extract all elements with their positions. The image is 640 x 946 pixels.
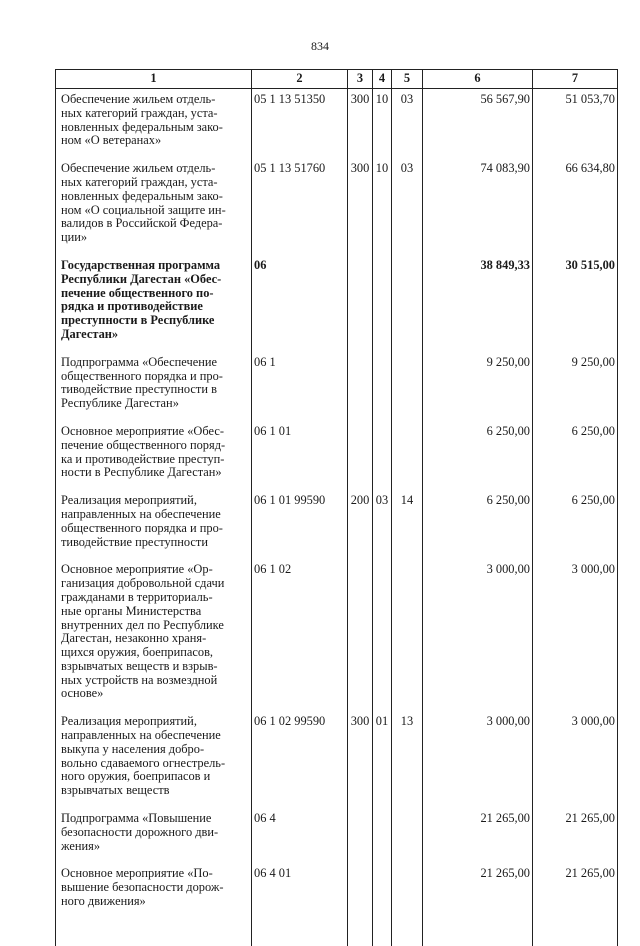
subsection-cell: 13 xyxy=(392,711,423,808)
row-name-cell: Основное мероприятие «По- вышение безопасности дорож- ного движения» xyxy=(56,863,252,918)
amount-year2-cell: 21 265,00 xyxy=(533,808,618,863)
empty-cell xyxy=(392,919,423,946)
expense-type-cell: 300 xyxy=(348,158,373,255)
amount-year2-cell: 6 250,00 xyxy=(533,490,618,559)
subsection-cell xyxy=(392,255,423,352)
subsection-cell: 14 xyxy=(392,490,423,559)
target-code-cell: 05 1 13 51760 xyxy=(252,158,348,255)
target-code-cell: 06 xyxy=(252,255,348,352)
target-code-cell: 06 1 02 99590 xyxy=(252,711,348,808)
table-row xyxy=(56,421,618,490)
expense-type-cell: 300 xyxy=(348,711,373,808)
table-row xyxy=(56,89,618,159)
amount-year1-cell: 74 083,90 xyxy=(423,158,533,255)
subsection-cell: 03 xyxy=(392,89,423,159)
page-number: 834 xyxy=(311,39,329,53)
amount-year1-cell: 6 250,00 xyxy=(423,490,533,559)
section-cell xyxy=(373,255,392,352)
table-row xyxy=(56,711,618,808)
row-name-cell: Основное мероприятие «Ор- ганизация добровольной сдачи гражданами в территориаль- ные органы Министерства внутренних дел по Республике Дагестан, незаконно храня- щихся оружия, боеприпасов, взрывчатых веществ и взрыв- ных устройств на возмездной основе» xyxy=(56,559,252,711)
amount-year2-cell: 3 000,00 xyxy=(533,559,618,711)
amount-year1-cell: 38 849,33 xyxy=(423,255,533,352)
row-name-cell: Подпрограмма «Повышение безопасности дорожного дви- жения» xyxy=(56,808,252,863)
table-row xyxy=(56,559,618,711)
expense-type-cell xyxy=(348,352,373,421)
section-cell xyxy=(373,352,392,421)
empty-cell xyxy=(56,919,252,946)
subsection-cell xyxy=(392,808,423,863)
empty-cell xyxy=(423,919,533,946)
column-header: 1 xyxy=(56,70,252,89)
section-cell: 10 xyxy=(373,89,392,159)
amount-year1-cell: 3 000,00 xyxy=(423,711,533,808)
table-row xyxy=(56,255,618,352)
target-code-cell: 06 4 xyxy=(252,808,348,863)
amount-year1-cell: 21 265,00 xyxy=(423,863,533,918)
amount-year1-cell: 9 250,00 xyxy=(423,352,533,421)
amount-year2-cell: 51 053,70 xyxy=(533,89,618,159)
expense-type-cell: 300 xyxy=(348,89,373,159)
row-name-cell: Основное мероприятие «Обес- печение общественного поряд- ка и противодействие преступ- ности в Республике Дагестан» xyxy=(56,421,252,490)
subsection-cell xyxy=(392,863,423,918)
section-cell: 10 xyxy=(373,158,392,255)
target-code-cell: 06 1 02 xyxy=(252,559,348,711)
expense-type-cell xyxy=(348,863,373,918)
column-header: 7 xyxy=(533,70,618,89)
section-cell: 01 xyxy=(373,711,392,808)
subsection-cell xyxy=(392,559,423,711)
subsection-cell xyxy=(392,421,423,490)
empty-cell xyxy=(373,919,392,946)
expense-type-cell xyxy=(348,255,373,352)
expense-type-cell xyxy=(348,559,373,711)
table-body xyxy=(56,89,618,946)
table-row xyxy=(56,158,618,255)
row-name-cell: Подпрограмма «Обеспечение общественного порядка и про- тиводействие преступности в Республике Дагестан» xyxy=(56,352,252,421)
empty-cell xyxy=(252,919,348,946)
empty-cell xyxy=(533,919,618,946)
target-code-cell: 06 1 xyxy=(252,352,348,421)
amount-year1-cell: 6 250,00 xyxy=(423,421,533,490)
target-code-cell: 06 1 01 xyxy=(252,421,348,490)
section-cell xyxy=(373,421,392,490)
section-cell xyxy=(373,559,392,711)
table-row xyxy=(56,352,618,421)
empty-cell xyxy=(348,919,373,946)
amount-year2-cell: 9 250,00 xyxy=(533,352,618,421)
subsection-cell: 03 xyxy=(392,158,423,255)
table-continuation-space xyxy=(56,919,618,946)
expense-type-cell: 200 xyxy=(348,490,373,559)
amount-year2-cell: 3 000,00 xyxy=(533,711,618,808)
target-code-cell: 05 1 13 51350 xyxy=(252,89,348,159)
amount-year2-cell: 66 634,80 xyxy=(533,158,618,255)
amount-year1-cell: 56 567,90 xyxy=(423,89,533,159)
table-row xyxy=(56,490,618,559)
section-cell xyxy=(373,863,392,918)
amount-year2-cell: 21 265,00 xyxy=(533,863,618,918)
column-header: 4 xyxy=(373,70,392,89)
row-name-cell: Реализация мероприятий, направленных на обеспечение общественного порядка и про- тиводействие преступности xyxy=(56,490,252,559)
row-name-cell: Реализация мероприятий, направленных на обеспечение выкупа у населения добро- вольно сдаваемого огнестрель- ного оружия, боеприпасов и взрывчатых веществ xyxy=(56,711,252,808)
row-name-cell: Обеспечение жильем отдель- ных категорий граждан, уста- новленных федеральным зако- ном «О социальной защите ин- валидов в Российской Федера- ции» xyxy=(56,158,252,255)
expense-type-cell xyxy=(348,421,373,490)
amount-year1-cell: 21 265,00 xyxy=(423,808,533,863)
amount-year2-cell: 6 250,00 xyxy=(533,421,618,490)
target-code-cell: 06 1 01 99590 xyxy=(252,490,348,559)
budget-table xyxy=(55,69,618,946)
column-header-row xyxy=(56,70,618,89)
target-code-cell: 06 4 01 xyxy=(252,863,348,918)
section-cell: 03 xyxy=(373,490,392,559)
amount-year2-cell: 30 515,00 xyxy=(533,255,618,352)
table-row xyxy=(56,863,618,918)
row-name-cell: Обеспечение жильем отдель- ных категорий граждан, уста- новленных федеральным зако- ном «О ветеранах» xyxy=(56,89,252,159)
amount-year1-cell: 3 000,00 xyxy=(423,559,533,711)
column-header: 2 xyxy=(252,70,348,89)
subsection-cell xyxy=(392,352,423,421)
column-header: 5 xyxy=(392,70,423,89)
column-header: 3 xyxy=(348,70,373,89)
column-header: 6 xyxy=(423,70,533,89)
section-cell xyxy=(373,808,392,863)
table-row xyxy=(56,808,618,863)
row-name-cell: Государственная программа Республики Дагестан «Обес- печение общественного по- рядка и противодействие преступности в Республике Дагестан» xyxy=(56,255,252,352)
expense-type-cell xyxy=(348,808,373,863)
